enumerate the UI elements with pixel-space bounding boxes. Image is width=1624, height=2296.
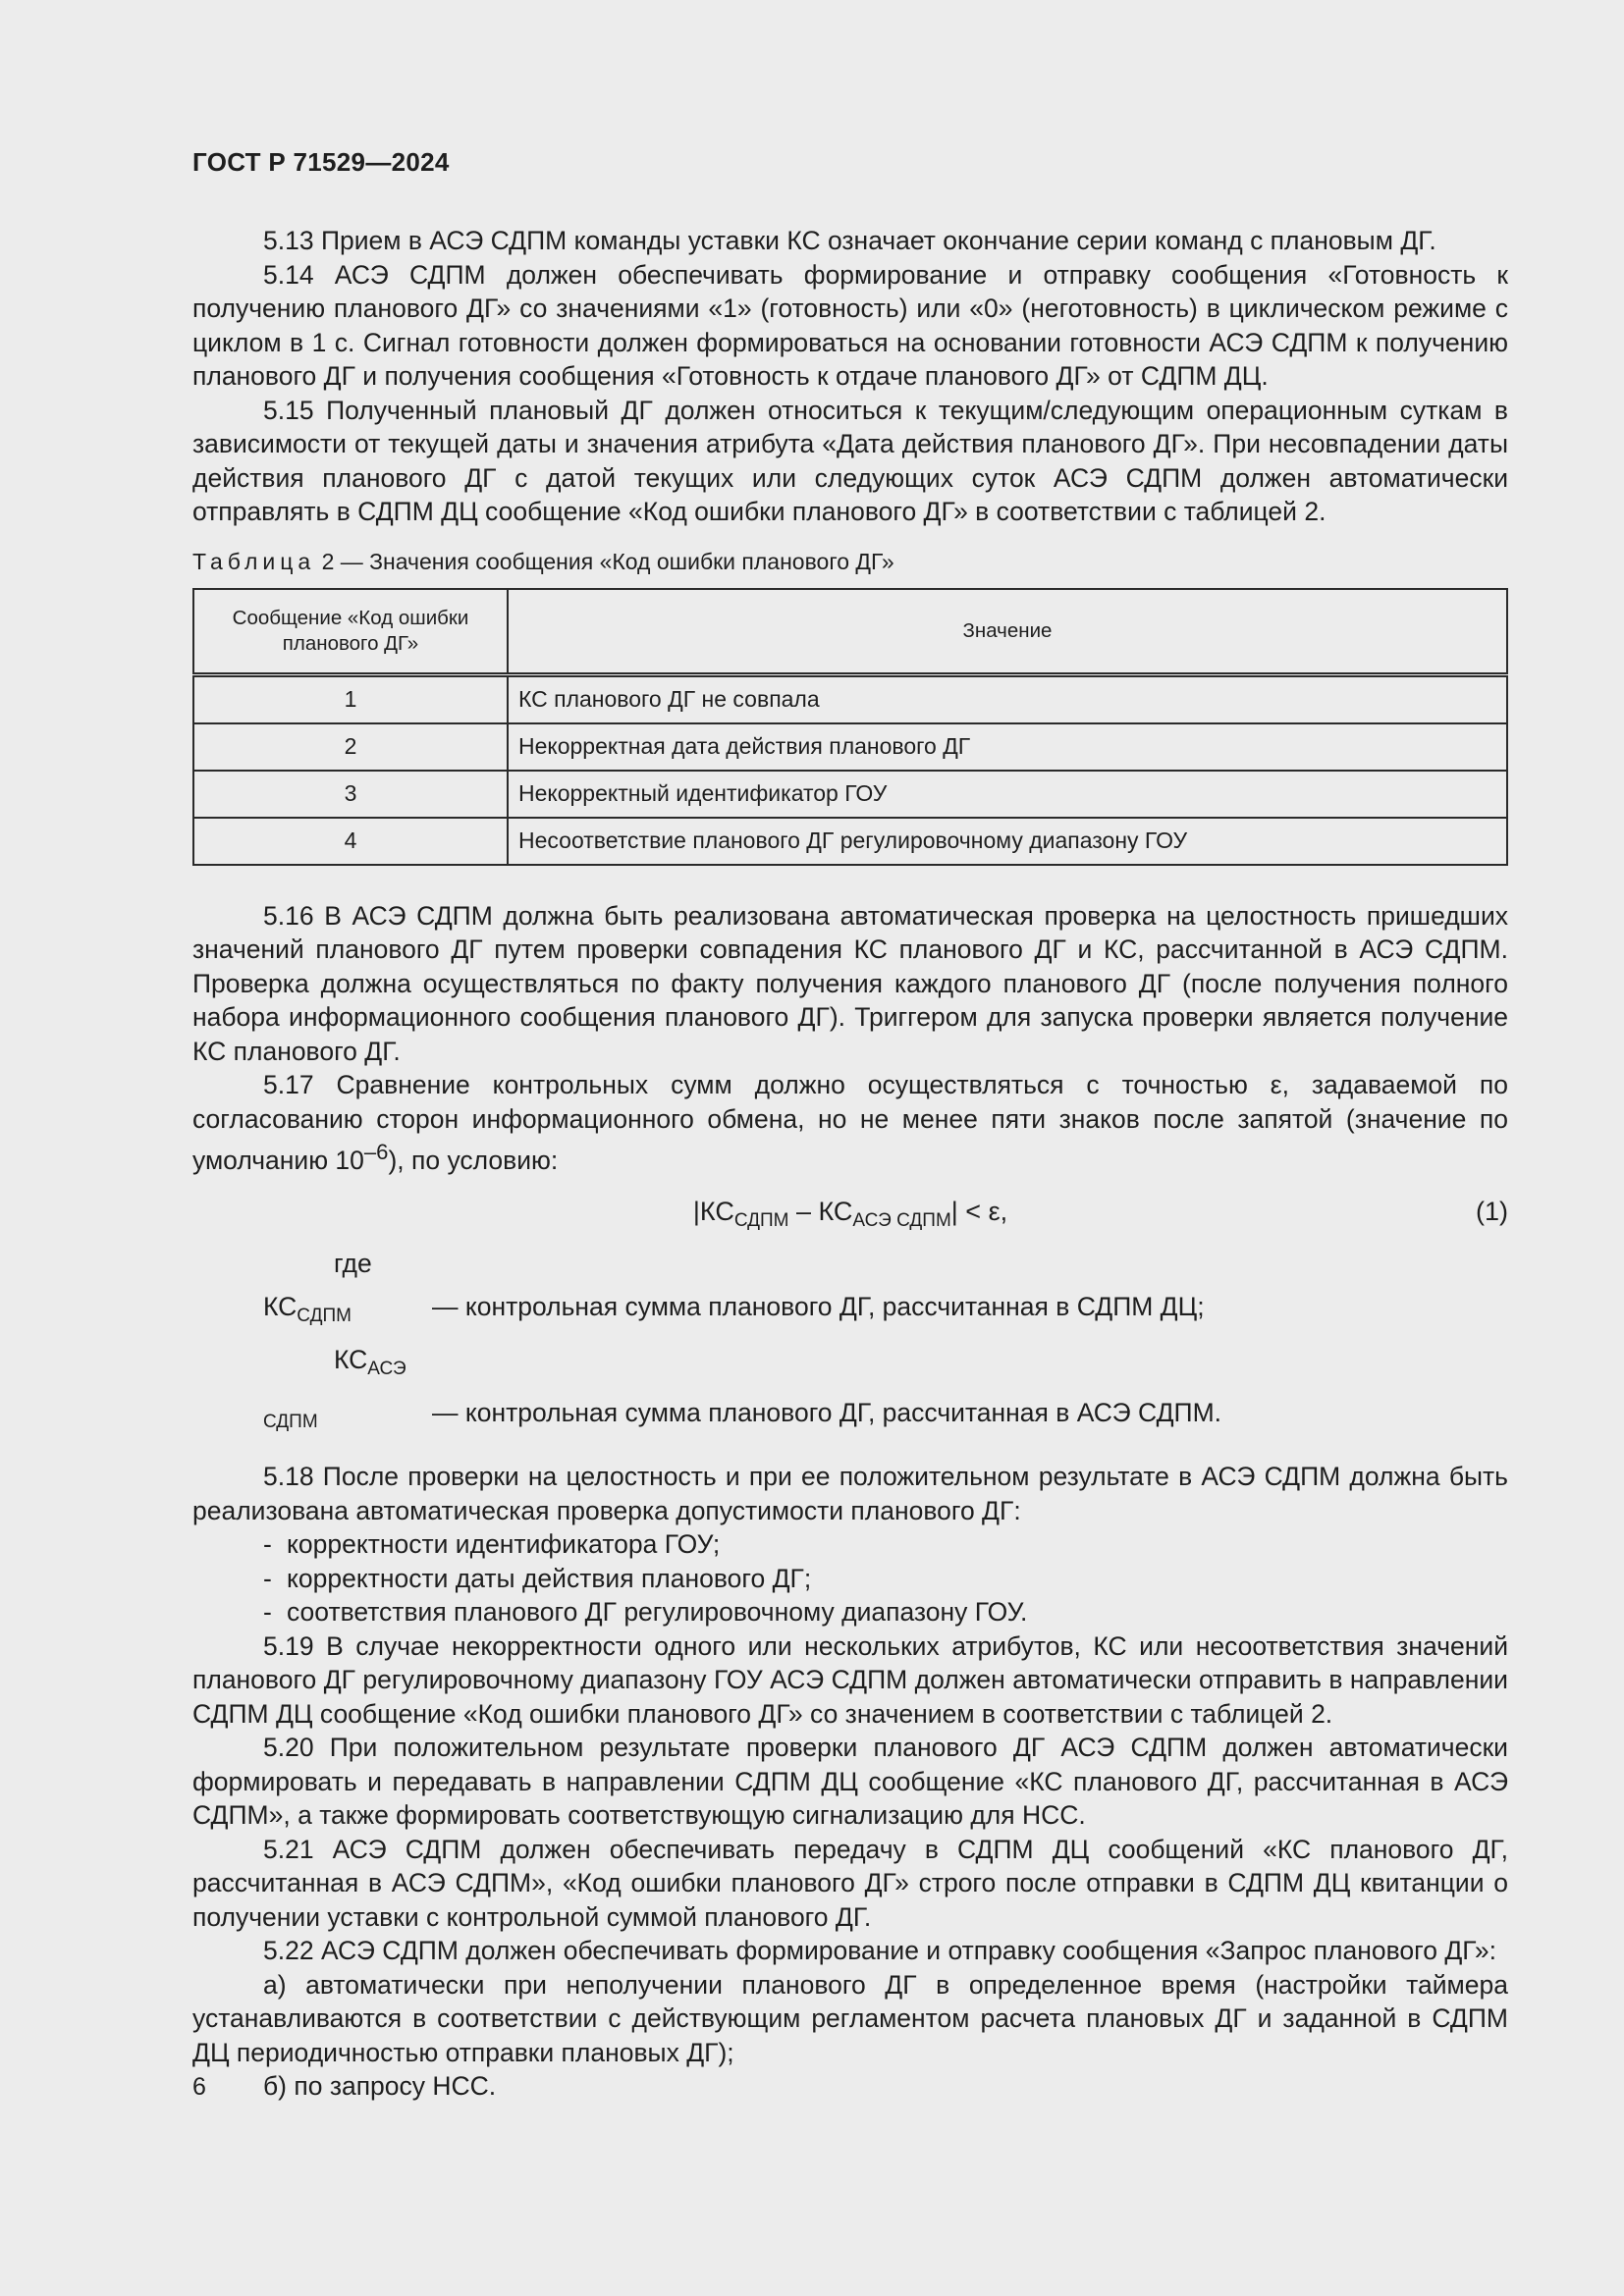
where-row bbox=[192, 1338, 1508, 1444]
where-symbol: КС bbox=[263, 1292, 298, 1322]
formula-subscript: АСЭ СДПМ bbox=[852, 1210, 951, 1232]
table-row bbox=[193, 818, 1507, 865]
error-code-table bbox=[192, 588, 1508, 866]
where-term bbox=[263, 1242, 432, 1338]
list-item-a: а) автоматически при неполучении планового ДГ в определенное время (настройки таймера устанавливаются в соответствии с действующим регламентом расчета плановых ДГ и заданной в СДПМ ДЦ периодичностью отправки плановых ДГ); bbox=[192, 1969, 1508, 2067]
cell-code: 2 bbox=[193, 723, 508, 771]
paragraph-5-13: 5.13 Прием в АСЭ СДПМ команды уставки КС означает окончание серии команд с плановым ДГ. bbox=[263, 226, 1436, 255]
where-row bbox=[192, 1242, 1508, 1338]
table-caption-title: 2 — Значения сообщения «Код ошибки планового ДГ» bbox=[315, 548, 894, 574]
exponent: –6 bbox=[363, 1140, 389, 1164]
where-subscript: АСЭ СДПМ bbox=[263, 1359, 406, 1433]
page-number: 6 bbox=[192, 2073, 206, 2101]
cell-meaning: Несоответствие планового ДГ регулировочному диапазону ГОУ bbox=[508, 818, 1507, 865]
formula-number: (1) bbox=[1476, 1197, 1508, 1227]
paragraph-5-21: 5.21 АСЭ СДПМ должен обеспечивать передачу в СДПМ ДЦ сообщений «КС планового ДГ, рассчитанная в АСЭ СДПМ», «Код ошибки планового ДГ» строго после отправки в СДПМ ДЦ квитанции о получении уставки с контрольной суммой планового ДГ. bbox=[192, 1834, 1508, 1932]
paragraph-5-19: 5.19 В случае некорректности одного или нескольких атрибутов, КС или несоответствия значений планового ДГ регулировочному диапазону ГОУ АСЭ СДПМ должен автоматически отправить в направлении СДПМ ДЦ сообщение «Код ошибки планового ДГ» со значением в соответствии с таблицей 2. bbox=[192, 1630, 1508, 1729]
table-caption-word: Таблица bbox=[192, 548, 316, 574]
where-prefix: где bbox=[334, 1249, 372, 1279]
list-item-text: корректности идентификатора ГОУ; bbox=[287, 1529, 721, 1560]
spacer bbox=[192, 1444, 1508, 1460]
cell-code: 1 bbox=[193, 674, 508, 723]
list-item-text: соответствия планового ДГ регулировочному диапазону ГОУ. bbox=[287, 1597, 1028, 1628]
column-header-code: Сообщение «Код ошибки планового ДГ» bbox=[193, 589, 508, 675]
dash-marker: - bbox=[263, 1563, 272, 1593]
table-caption bbox=[192, 547, 1508, 576]
paragraph-5-17-tail: ), по условию: bbox=[388, 1145, 559, 1175]
document-body bbox=[192, 224, 1508, 2104]
paragraph-5-22: 5.22 АСЭ СДПМ должен обеспечивать формирование и отправку сообщения «Запрос планового ДГ»: bbox=[263, 1936, 1496, 1966]
paragraph-5-17-text: 5.17 Сравнение контрольных сумм должно осуществляться с точностью ε, задаваемой по согласованию сторон информационного обмена, но не менее пяти знаков после запятой (значение по умолчанию 10 bbox=[192, 1070, 1508, 1175]
paragraph-5-14: 5.14 АСЭ СДПМ должен обеспечивать формирование и отправку сообщения «Готовность к получению планового ДГ» со значениями «1» (готовность) или «0» (неготовность) в циклическом режиме с циклом в 1 с. Сигнал готовности должен формироваться на основании готовности АСЭ СДПМ к получению планового ДГ и получения сообщения «Готовность к отдаче планового ДГ» от СДПМ ДЦ. bbox=[192, 259, 1508, 391]
cell-code: 3 bbox=[193, 771, 508, 818]
cell-meaning: КС планового ДГ не совпала bbox=[508, 674, 1507, 723]
where-symbol: КС bbox=[334, 1345, 368, 1375]
dash-marker: - bbox=[263, 1529, 272, 1560]
table-row bbox=[193, 674, 1507, 723]
paragraph-5-15: 5.15 Полученный плановый ДГ должен относиться к текущим/следующим операционным суткам в зависимости от текущей даты и значения атрибута «Дата действия планового ДГ». При несовпадении даты действия планового ДГ с датой текущих или следующих суток АСЭ СДПМ должен автоматически отправлять в СДПМ ДЦ сообщение «Код ошибки планового ДГ» в соответствии с таблицей 2. bbox=[192, 395, 1508, 526]
column-header-value: Значение bbox=[508, 589, 1507, 675]
formula-subscript: СДПМ bbox=[733, 1210, 789, 1232]
paragraph-5-17 bbox=[192, 1068, 1508, 1177]
list-item-text: корректности даты действия планового ДГ; bbox=[287, 1563, 812, 1593]
paragraph-5-20: 5.20 При положительном результате проверки планового ДГ АСЭ СДПМ должен автоматически формировать и передавать в направлении СДПМ ДЦ сообщение «КС планового ДГ, рассчитанная в АСЭ СДПМ», а также формировать соответствующую сигнализацию для НСС. bbox=[192, 1733, 1508, 1831]
paragraph-5-18: 5.18 После проверки на целостность и при ее положительном результате в АСЭ СДПМ должна быть реализована автоматическая проверка допустимости планового ДГ: bbox=[192, 1462, 1508, 1525]
table-header-row bbox=[193, 589, 1507, 675]
list-item bbox=[192, 1527, 1508, 1562]
where-term bbox=[263, 1338, 432, 1444]
table-row bbox=[193, 723, 1507, 771]
dash-marker: - bbox=[263, 1597, 272, 1628]
cell-meaning: Некорректная дата действия планового ДГ bbox=[508, 723, 1507, 771]
cell-meaning: Некорректный идентификатор ГОУ bbox=[508, 771, 1507, 818]
where-subscript: СДПМ bbox=[297, 1306, 352, 1327]
standard-header: ГОСТ Р 71529—2024 bbox=[192, 147, 450, 177]
formula-expression bbox=[192, 1187, 1508, 1246]
formula-part: |КС bbox=[692, 1197, 734, 1227]
cell-code: 4 bbox=[193, 818, 508, 865]
formula-part: – КС bbox=[788, 1197, 853, 1227]
where-description: — контрольная сумма планового ДГ, рассчитанная в АСЭ СДПМ. bbox=[432, 1398, 1222, 1428]
list-item bbox=[192, 1595, 1508, 1629]
list-item-b: б) по запросу НСС. bbox=[263, 2071, 497, 2102]
paragraph-5-16: 5.16 В АСЭ СДПМ должна быть реализована автоматическая проверка на целостность пришедших значений планового ДГ путем проверки совпадения КС планового ДГ и КС, рассчитанной в АСЭ СДПМ. Проверка должна осуществляться по факту получения каждого планового ДГ (после получения полного набора информационного сообщения планового ДГ). Триггером для запуска проверки является получение КС планового ДГ. bbox=[192, 900, 1508, 1066]
formula-1 bbox=[192, 1187, 1508, 1236]
formula-part: | < ε, bbox=[950, 1197, 1008, 1227]
list-item bbox=[192, 1562, 1508, 1596]
table-row bbox=[193, 771, 1507, 818]
where-description: — контрольная сумма планового ДГ, рассчитанная в СДПМ ДЦ; bbox=[432, 1292, 1205, 1322]
